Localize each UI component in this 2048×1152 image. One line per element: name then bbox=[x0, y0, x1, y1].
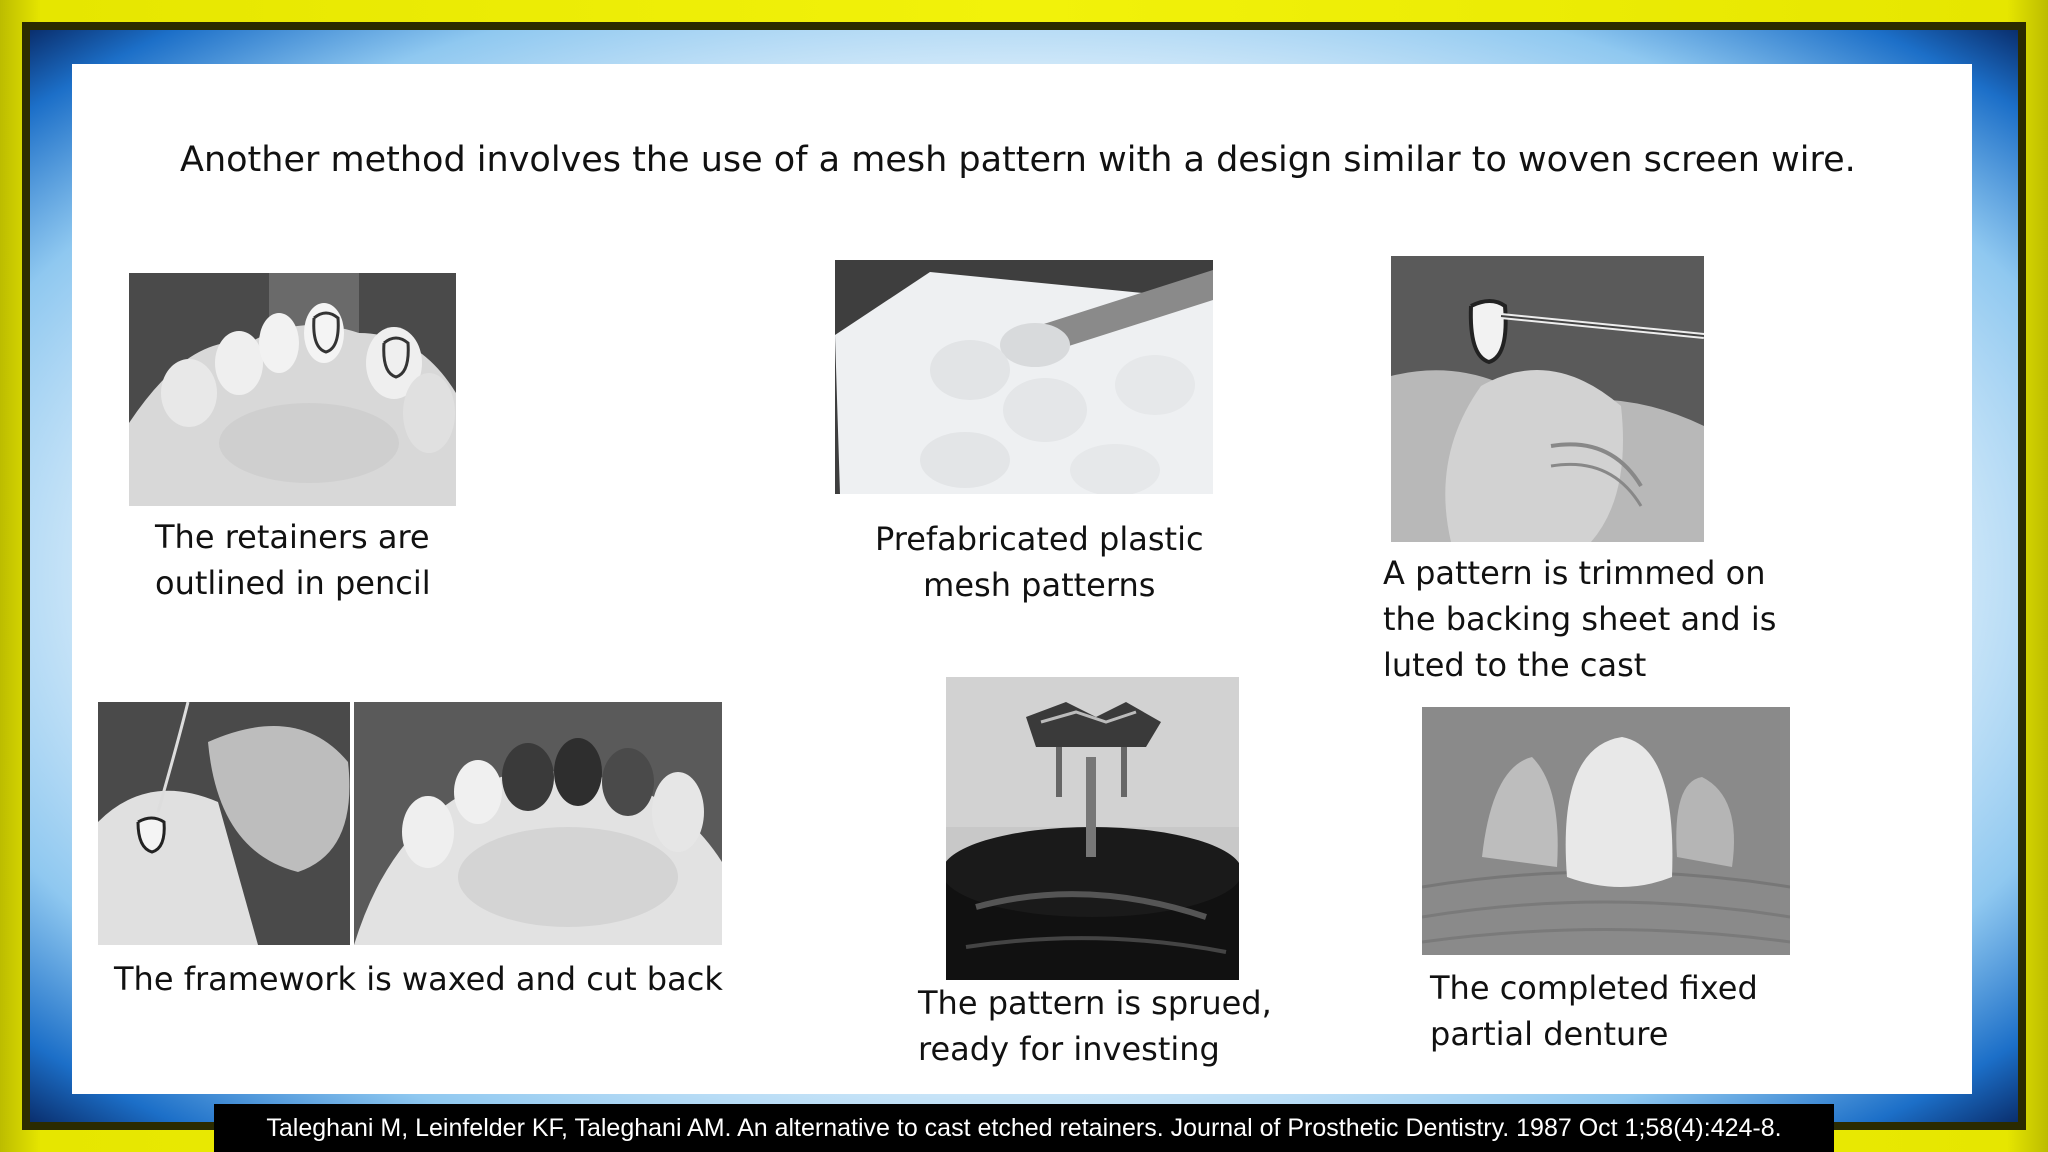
photo-retainers-outlined bbox=[129, 273, 456, 506]
caption-pattern-trimmed: A pattern is trimmed on the backing sheet and is luted to the cast bbox=[1383, 554, 1777, 684]
photo-pattern-trimmed bbox=[1391, 256, 1704, 542]
citation-footer: Taleghani M, Leinfelder KF, Taleghani AM. An alternative to cast etched retainers. Journal of Prosthetic Dentistry. 1987 Oct 1;58(4):424-8. bbox=[214, 1104, 1834, 1152]
photo-pattern-sprued bbox=[946, 677, 1239, 980]
caption-mesh-patterns: Prefabricated plastic mesh patterns bbox=[875, 520, 1204, 604]
photo-mesh-patterns bbox=[835, 260, 1213, 494]
photo-completed-fpd bbox=[1422, 707, 1790, 955]
caption-framework-waxed: The framework is waxed and cut back bbox=[114, 960, 723, 998]
slide-title: Another method involves the use of a mesh pattern with a design similar to woven screen wire. bbox=[180, 140, 1856, 180]
caption-retainers-outlined: The retainers are outlined in pencil bbox=[155, 518, 431, 602]
photo-framework-waxed bbox=[98, 702, 722, 945]
caption-completed-fpd: The completed fixed partial denture bbox=[1430, 969, 1758, 1053]
caption-pattern-sprued: The pattern is sprued, ready for investing bbox=[918, 984, 1272, 1068]
